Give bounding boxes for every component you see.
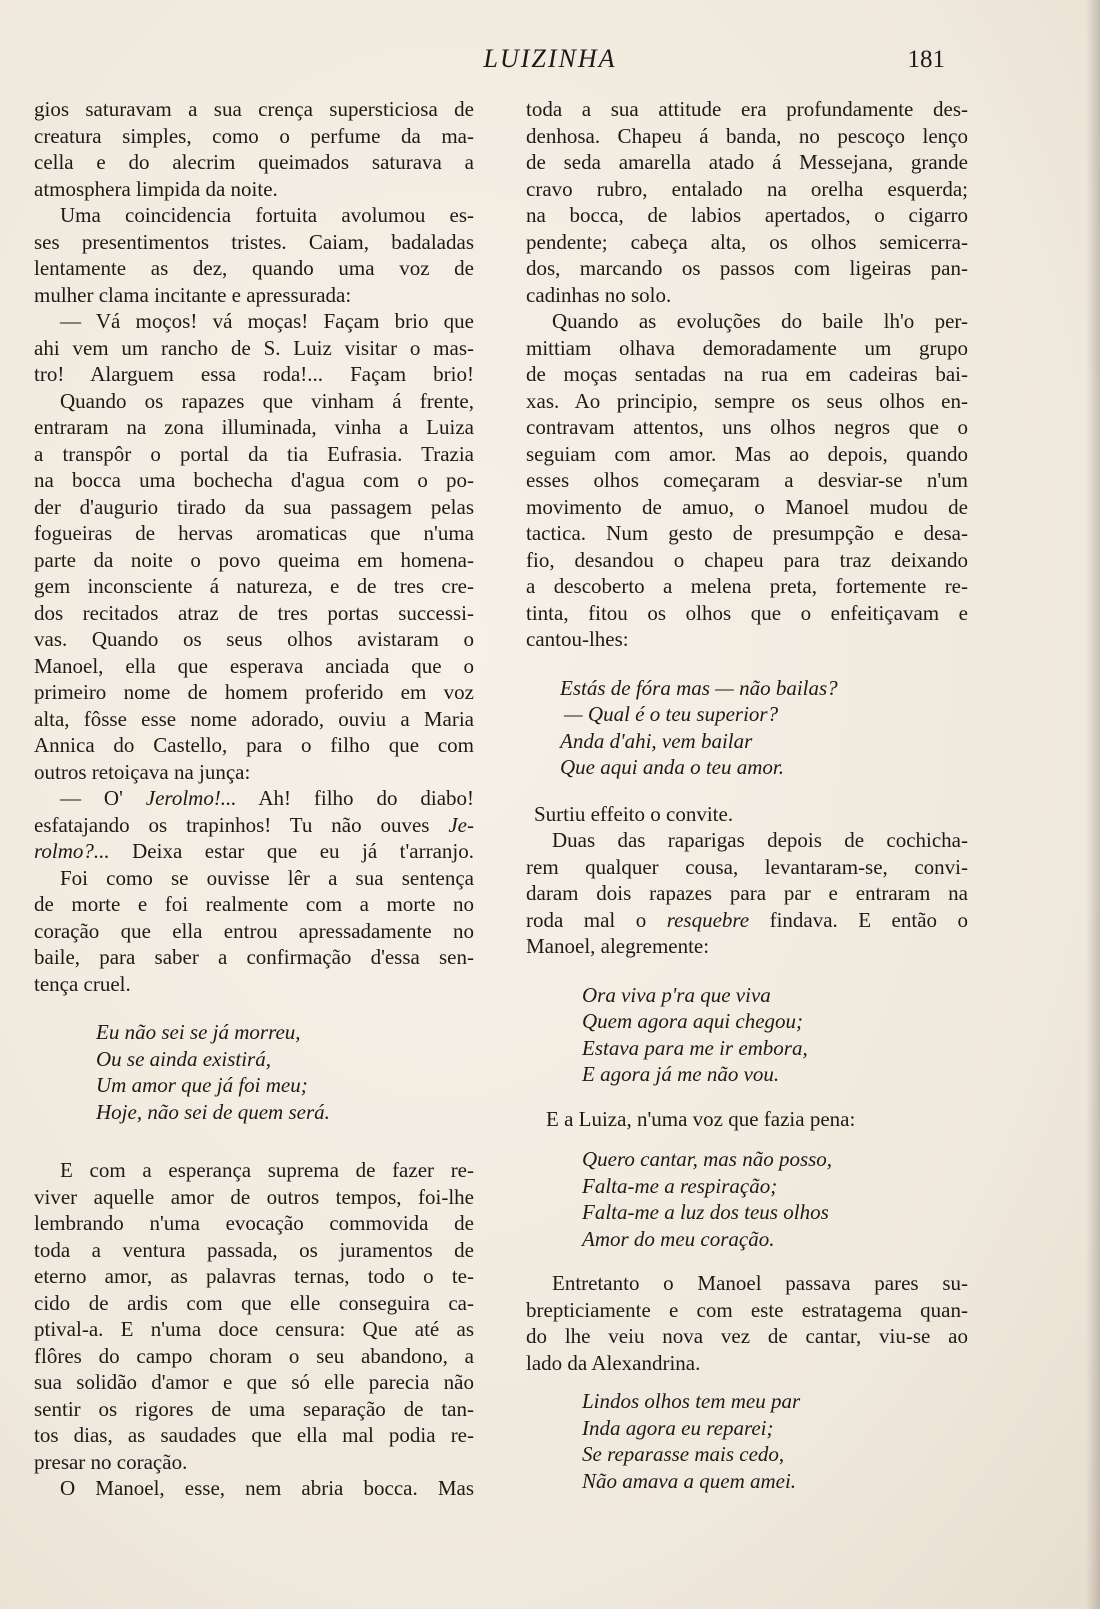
text-line: mulher clama incitante e apressurada: xyxy=(34,282,352,307)
text-fragment: Deixa estar que eu já t'arranjo. xyxy=(109,839,474,863)
verse-line: Não amava a quem amei. xyxy=(582,1468,797,1493)
verse-stanza xyxy=(34,1019,474,1125)
text-line: ahi vem um rancho de S. Luiz visitar o mas- xyxy=(34,335,474,360)
text-line: tactica. Num gesto de presumpção e desa- xyxy=(526,521,968,545)
text-line: Surtiu effeito o convite. xyxy=(534,801,734,826)
text-line: de morte e foi realmente com a morte no xyxy=(34,892,474,916)
verse-line: Lindos olhos tem meu par xyxy=(582,1389,801,1413)
text-line: denhosa. Chapeu á banda, no pescoço lenço xyxy=(526,123,968,148)
text-line: dos, marcando os passos com ligeiras pan- xyxy=(526,256,968,280)
text-line: parte da noite o povo queima em homena- xyxy=(34,547,474,572)
spacer xyxy=(34,997,474,1019)
verse-line: Que aqui anda o teu amor. xyxy=(560,755,784,779)
text-line: fogueiras de hervas aromaticas que n'uma xyxy=(34,521,474,545)
paragraph xyxy=(526,1270,968,1376)
paragraph xyxy=(34,1157,474,1475)
spacer xyxy=(526,960,968,982)
verse-stanza xyxy=(526,982,968,1088)
verse-line: Quem agora aqui chegou; xyxy=(582,1009,804,1033)
text-line: coração que ella entrou apressadamente no xyxy=(34,918,474,943)
text-fragment: esfatajando os trapinhos! Tu não ouves xyxy=(34,812,449,837)
paragraph xyxy=(34,202,474,308)
verse-stanza xyxy=(526,1388,968,1494)
text-line: Manoel, alegremente: xyxy=(526,934,710,958)
text-line xyxy=(34,838,474,865)
text-line: — Vá moços! vá moças! Façam brio que xyxy=(60,309,474,333)
verse-line: Estás de fóra mas — não bailas? xyxy=(560,675,838,700)
verse-stanza xyxy=(526,1146,968,1252)
verse-line: Eu não sei se já morreu, xyxy=(96,1020,301,1044)
text-line: gios saturavam a sua crença supersticiosa de xyxy=(34,97,474,121)
verse-line: Hoje, não sei de quem será. xyxy=(96,1099,330,1124)
text-fragment: roda mal o xyxy=(526,907,667,932)
text-line: rem qualquer cousa, levantaram-se, convi- xyxy=(526,854,968,879)
verse-line: Anda d'ahi, vem bailar xyxy=(560,728,753,753)
italic-name: Jerolmo!... xyxy=(145,786,237,810)
verse-line: E agora já me não vou. xyxy=(582,1062,780,1086)
text-fragment: findava. E então o xyxy=(749,907,968,932)
text-line: flôres do campo choram o seu abandono, a xyxy=(34,1343,474,1368)
verse-line: Amor do meu coração. xyxy=(582,1226,775,1251)
paragraph xyxy=(526,308,968,653)
paragraph xyxy=(34,96,474,202)
text-line: seguiam com amor. Mas ao depois, quando xyxy=(526,441,968,466)
text-line: de seda amarella atado á Messejana, grande xyxy=(526,150,968,174)
page-spine-shadow xyxy=(1086,0,1100,1609)
text-line: a descoberto a melena preta, fortemente re- xyxy=(526,574,968,598)
text-line xyxy=(34,785,474,812)
text-line: tinta, fitou os olhos que o enfeitiçavam e xyxy=(526,600,968,625)
text-line: cravo rubro, entalado na orelha esquerda; xyxy=(526,176,968,201)
text-line: der d'augurio tirado da sua passagem pelas xyxy=(34,494,474,519)
text-line: lembrando n'uma evocação commovida de xyxy=(34,1211,474,1235)
text-line: cadinhas no solo. xyxy=(526,282,672,307)
verse-line: Um amor que já foi meu; xyxy=(96,1073,308,1097)
text-line: tença cruel. xyxy=(34,971,131,996)
text-line: ses presentimentos tristes. Caiam, badaladas xyxy=(34,229,474,254)
spacer xyxy=(526,653,968,675)
verse-line: Ora viva p'ra que viva xyxy=(582,982,771,1007)
spacer xyxy=(526,1252,968,1270)
verse-line: Estava para me ir embora, xyxy=(582,1035,808,1060)
text-line: viver aquelle amor de outros tempos, foi-lhe xyxy=(34,1184,474,1209)
text-line: toda a sua attitude era profundamente des- xyxy=(526,97,968,121)
text-line: lentamente as dez, quando uma voz de xyxy=(34,256,474,280)
spacer xyxy=(526,1132,968,1146)
paragraph xyxy=(34,388,474,786)
text-line: tro! Alarguem essa roda!... Façam brio! xyxy=(34,362,474,386)
text-line: eterno amor, as palavras ternas, todo o te- xyxy=(34,1264,474,1288)
text-line: daram dois rapazes para par e entraram na xyxy=(526,881,968,905)
text-line: primeiro nome de homem proferido em voz xyxy=(34,680,474,704)
right-column xyxy=(526,96,968,1494)
verse-line: — Qual é o teu superior? xyxy=(564,702,779,726)
paragraph xyxy=(526,801,968,828)
text-line: toda a ventura passada, os juramentos de xyxy=(34,1237,474,1262)
text-line xyxy=(526,907,968,934)
text-line xyxy=(34,812,474,839)
italic-word: resquebre xyxy=(666,907,750,932)
text-line: Uma coincidencia fortuita avolumou es- xyxy=(60,203,474,227)
text-line: ptival-a. E n'uma doce censura: Que até as xyxy=(34,1317,474,1341)
text-line: pendente; cabeça alta, os olhos semicerra- xyxy=(526,229,968,254)
paragraph xyxy=(526,1106,968,1133)
verse-line: Falta-me a respiração; xyxy=(582,1173,778,1198)
italic-name: rolmo?... xyxy=(34,839,110,863)
italic-name: Je- xyxy=(448,812,474,837)
paragraph xyxy=(34,1475,474,1502)
verse-stanza xyxy=(526,675,968,781)
text-line: dos recitados atraz de tres portas successi- xyxy=(34,600,474,625)
paragraph xyxy=(526,96,968,308)
paragraph xyxy=(34,308,474,388)
text-line: Manoel, ella que esperava anciada que o xyxy=(34,653,474,678)
text-line: alta, fôsse esse nome adorado, ouviu a Maria xyxy=(34,706,474,731)
text-line: baile, para saber a confirmação d'essa sen- xyxy=(34,945,474,969)
spacer xyxy=(526,781,968,801)
text-line: na bocca uma bochecha d'agua com o po- xyxy=(34,468,474,492)
text-fragment: Ah! filho do diabo! xyxy=(236,786,475,810)
text-line: Entretanto o Manoel passava pares su- xyxy=(552,1271,968,1295)
text-line: gem inconsciente á natureza, e de tres cre- xyxy=(34,574,474,598)
text-line: do lhe veiu nova vez de cantar, viu-se ao xyxy=(526,1324,968,1348)
text-line: de moças sentadas na rua em cadeiras bai- xyxy=(526,362,968,386)
text-line: Duas das raparigas depois de cochicha- xyxy=(552,828,968,852)
text-line: cido de ardis com que elle conseguira ca- xyxy=(34,1290,474,1315)
verse-line: Quero cantar, mas não posso, xyxy=(582,1147,833,1171)
running-head-title: LUIZINHA xyxy=(483,44,617,73)
text-line: fio, desandou o chapeu para traz deixando xyxy=(526,547,968,572)
text-line: cantou-lhes: xyxy=(526,627,629,651)
verse-line: Inda agora eu reparei; xyxy=(582,1415,774,1440)
left-column xyxy=(34,96,474,1502)
text-line: na bocca, de labios apertados, o cigarro xyxy=(526,203,968,227)
text-line: tos dias, as saudades que ella mal podia re- xyxy=(34,1423,474,1447)
text-line: brepticiamente e com este estratagema quan- xyxy=(526,1297,968,1322)
text-line: a transpôr o portal da tia Eufrasia. Trazia xyxy=(34,441,474,466)
verse-line: Se reparasse mais cedo, xyxy=(582,1442,785,1466)
page-number: 181 xyxy=(907,46,945,73)
paragraph xyxy=(526,827,968,960)
text-line: E a Luiza, n'uma voz que fazia pena: xyxy=(546,1106,856,1131)
text-line: Quando as evoluções do baile lh'o per- xyxy=(552,309,968,333)
text-line: creatura simples, como o perfume da ma- xyxy=(34,123,474,148)
text-line: Annica do Castello, para o filho que com xyxy=(34,733,474,757)
text-line: atmosphera limpida da noite. xyxy=(34,176,278,201)
text-line: lado da Alexandrina. xyxy=(526,1350,701,1375)
text-line: outros retoiçava na junça: xyxy=(34,759,251,784)
text-line: Quando os rapazes que vinham á frente, xyxy=(60,388,474,413)
text-line: esses olhos começaram a desviar-se n'um xyxy=(526,468,968,492)
text-line: presar no coração. xyxy=(34,1449,188,1474)
text-line: xas. Ao principio, sempre os seus olhos en- xyxy=(526,388,968,413)
verse-line: Ou se ainda existirá, xyxy=(96,1046,271,1071)
text-line: entraram na zona illuminada, vinha a Luiza xyxy=(34,415,474,439)
spacer xyxy=(526,1088,968,1106)
text-line: mittiam olhava demoradamente um grupo xyxy=(526,335,968,360)
text-line: sua solidão d'amor e que só elle parecia não xyxy=(34,1370,474,1394)
paragraph xyxy=(34,865,474,998)
text-line: contravam attentos, uns olhos negros que o xyxy=(526,415,968,439)
verse-line: Falta-me a luz dos teus olhos xyxy=(582,1200,829,1224)
spacer xyxy=(526,1376,968,1388)
text-line: Foi como se ouvisse lêr a sua sentença xyxy=(60,865,474,890)
text-line: sentir os rigores de uma separação de tan- xyxy=(34,1396,474,1421)
text-fragment: — O' xyxy=(60,786,146,810)
text-line: O Manoel, esse, nem abria bocca. Mas xyxy=(60,1476,474,1500)
text-line: movimento de amuo, o Manoel mudou de xyxy=(526,494,968,519)
text-line: cella e do alecrim queimados saturava a xyxy=(34,150,474,174)
spacer xyxy=(34,1125,474,1157)
paragraph xyxy=(34,785,474,865)
text-line: E com a esperança suprema de fazer re- xyxy=(60,1158,474,1182)
text-line: vas. Quando os seus olhos avistaram o xyxy=(34,627,474,651)
